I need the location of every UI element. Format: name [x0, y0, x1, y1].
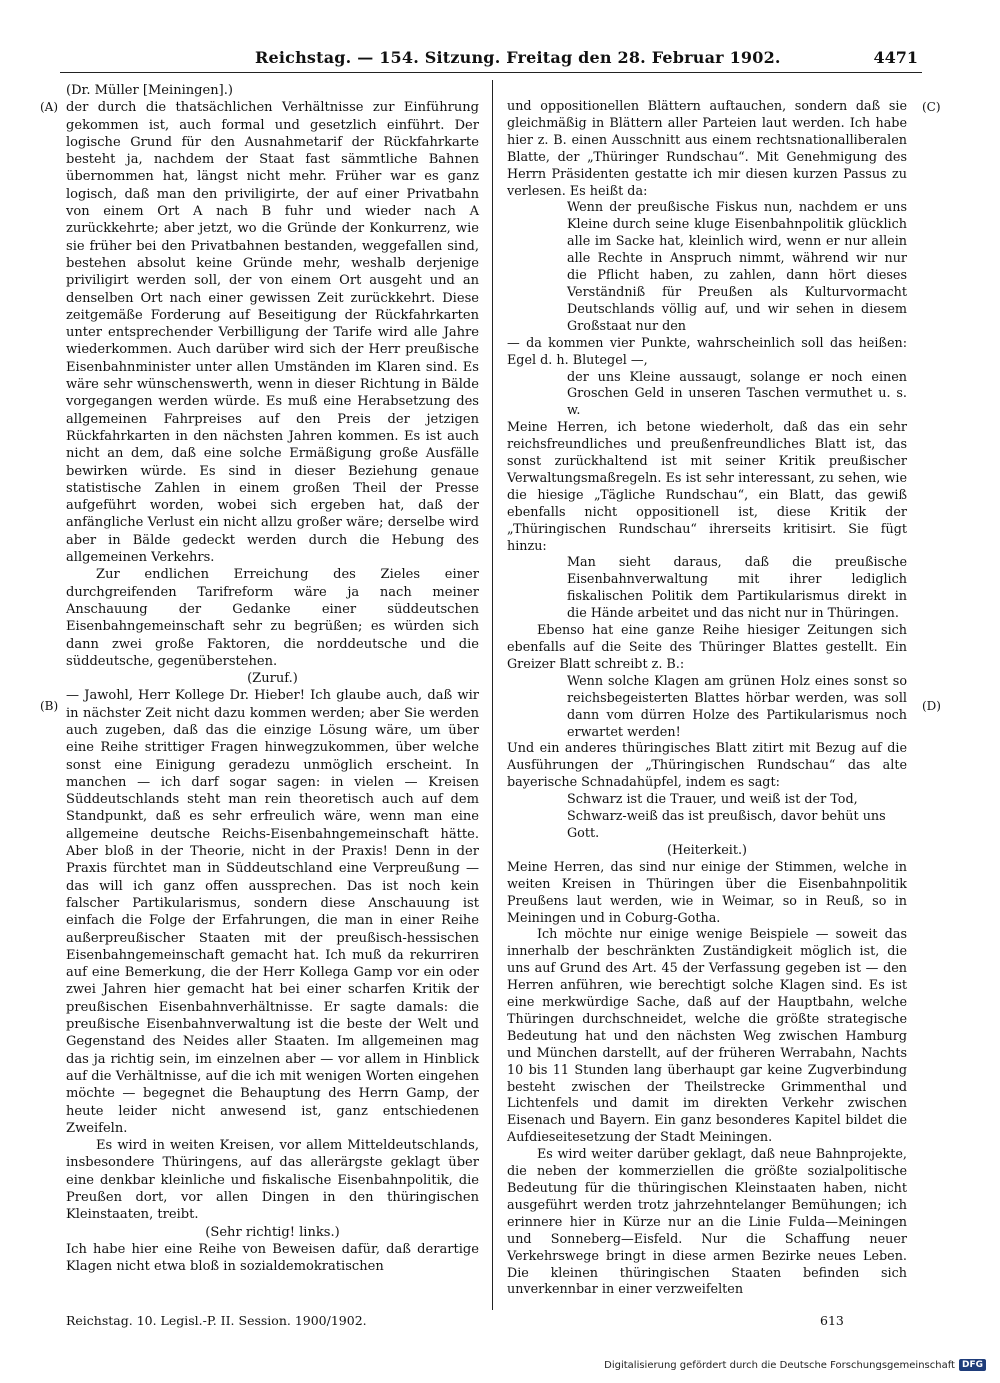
dfg-logo: DFG	[959, 1359, 986, 1371]
left-column	[66, 82, 479, 1275]
right-column-paragraph: Ebenso hat eine ganze Reihe hiesiger Zeitungen sich ebenfalls auf die Seite des Thüringer Blattes gestellt. Ein Greizer Blatt schreibt z. B.:	[507, 623, 907, 672]
left-column-paragraph: Es wird in weiten Kreisen, vor allem Mitteldeutschlands, insbesondere Thüringens, auf das allerärgste geklagt über eine denkbar kleinliche und fiskalische Eisenbahnpolitik, die Preußen dort, vor allen Dingen in den thüringischen Kleinstaaten, treibt.	[66, 1138, 479, 1223]
left-column-paragraph: — Jawohl, Herr Kollege Dr. Hieber! Ich glaube auch, daß wir in nächster Zeit nicht dazu kommen werden; aber Sie werden auch zugeben, daß das die einzige Lösung wäre, um über eine Reihe strittiger Fragen hinwegzukommen, über welche sonst eine Einigung geradezu unmöglich erscheint. In manchen — ich darf sogar sagen: in vielen — Kreisen Süddeutschlands steht man rein theoretisch auch auf dem Standpunkt, daß es sehr erfreulich wäre, wenn man eine allgemeine deutsche Reichs-Eisenbahngemeinschaft hätte. Aber bloß in der Theorie, nicht in der Praxis! Denn in der Praxis fürchtet man in Süddeutschland eine Verpreußung — das will ich ganz offen aussprechen. Das ist noch kein falscher Partikularismus, sondern diese Anschauung ist einfach die Folge der Erfahrungen, die man in einer Reihe außerpreußischer Staaten mit der preußisch-hessischen Eisenbahngemeinschaft gemacht hat. Ich muß da rekurriren auf eine Bemerkung, die der Herr Kollega Gamp vor ein oder zwei Jahren hier gemacht hat bei einer scharfen Kritik der preußischen Eisenbahnverhältnisse. Er sagte damals: die preußische Eisenbahnverwaltung ist die beste der Welt und Gegenstand des Neides aller Staaten. Im allgemeinen mag das ja richtig sein, im einzelnen aber — vor allem in Hinblick auf die Verhältnisse, auf die ich mit wenigen Worten eingehen möchte — begegnet die Behauptung des Herrn Gamp, der heute leider nicht anwesend ist, ganz entschiedenen Zweifeln.	[66, 688, 479, 1136]
left-column-paragraph: Ich habe hier eine Reihe von Beweisen dafür, daß derartige Klagen nicht etwa bloß in sozialdemokratischen	[66, 1241, 479, 1275]
right-column-paragraph: Schwarz ist die Trauer, und weiß ist der Tod, Schwarz-weiß das ist preußisch, davor behüt uns Gott.	[567, 792, 886, 841]
right-column-paragraph: und oppositionellen Blättern auftauchen, sondern daß sie gleichmäßig in Blättern aller Parteien laut werden. Ich habe hier z. B. einen Ausschnitt aus einem rechtsnationalliberalen Blatte, der „Thüringer Rundschau“. Mit Genehmigung des Herrn Präsidenten gestatte ich mir diesen kurzen Passus zu verlesen. Es heißt da:	[507, 99, 907, 199]
header-title: Reichstag. — 154. Sitzung. Freitag den 28. Februar 1902.	[255, 48, 781, 67]
right-column-paragraph: Ich möchte nur einige wenige Beispiele — soweit das innerhalb der beschränkten Zuständigkeit möglich ist, die uns auf Grund des Art. 45 der Verfassung gegeben ist — den Herren anführen, wie berechtigt solche Klagen sind. Es ist eine merkwürdige Sache, daß auf der Hauptbahn, welche Thüringen durchschneidet, welche die größte strategische Bedeutung hat und den nächsten Weg zwischen Hamburg und München darstellt, auf der früheren Werrabahn, Nachts 10 bis 11 Stunden lang überhaupt gar keine Zugverbindung besteht zwischen der Theilstrecke Grimmenthal und Lichtenfels und damit im direkten Verkehr zwischen Eisenach und Bayern. Ein ganz besonderes Kapitel bildet die Aufdieseitesetzung der Stadt Meiningen.	[507, 927, 907, 1146]
right-column	[507, 99, 907, 1299]
right-column-paragraph: (Heiterkeit.)	[667, 842, 747, 858]
right-column-paragraph: der uns Kleine aussaugt, solange er noch einen Groschen Geld in unseren Taschen vermuthet u. s. w.	[567, 369, 907, 419]
right-column-paragraph: Meine Herren, das sind nur einige der Stimmen, welche in weiten Kreisen in Thüringen über die Eisenbahnpolitik Preußens laut werden, wie in Weimar, so in Reuß, so in Meiningen und in Coburg-Gotha.	[507, 859, 907, 926]
page-number: 4471	[873, 48, 918, 67]
header-rule	[60, 72, 922, 73]
right-column-paragraph: — da kommen vier Punkte, wahrscheinlich soll das heißen: Egel d. h. Blutegel —,	[507, 335, 907, 368]
left-column-paragraph: (Sehr richtig! links.)	[205, 1224, 340, 1240]
right-column-paragraph: Und ein anderes thüringisches Blatt zitirt mit Bezug auf die Ausführungen der „Thüringischen Rundschau“ das alte bayerische Schnadahüpfel, indem es sagt:	[507, 741, 907, 791]
right-column-paragraph: Man sieht daraus, daß die preußische Eisenbahnverwaltung mit ihrer lediglich fiskalischen Politik dem Partikularismus direkt in die Hände arbeitet und das nicht nur in Thüringen.	[567, 555, 907, 622]
right-column-paragraph: Meine Herren, ich betone wiederholt, daß das ein sehr reichsfreundliches und preußenfreundliches Blatt ist, das sonst zurückhaltend ist mit seiner Kritik preußischer Verwaltungsmaßregeln. Es ist sehr interessant, zu sehen, wie die hiesige „Tägliche Rundschau“, ein Blatt, das gewiß ebenfalls nicht oppositionell ist, diese Kritik der „Thüringischen Rundschau“ ihrerseits kritisirt. Sie fügt hinzu:	[507, 420, 907, 554]
margin-label-a: (A)	[40, 100, 59, 114]
left-column-paragraph: (Zuruf.)	[247, 671, 298, 687]
column-divider	[492, 80, 493, 1310]
footer-session-info: Reichstag. 10. Legisl.-P. II. Session. 1900/1902.	[66, 1313, 367, 1328]
left-column-paragraph: (Dr. Müller [Meiningen].)	[66, 83, 233, 98]
footer-sheet-number: 613	[820, 1313, 844, 1328]
running-header	[60, 48, 920, 72]
digitization-credit	[604, 1359, 986, 1371]
right-column-paragraph: Wenn der preußische Fiskus nun, nachdem er uns Kleine durch seine kluge Eisenbahnpolitik glücklich alle im Sacke hat, kleinlich wird, wenn er nur allein alle Rechte in Anspruch nimmt, während wir nur die Pflicht haben, zu zahlen, dann hört dieses Verständniß für Preußen als Kulturvormacht Deutschlands völlig auf, und wir sehen in diesem Großstaat nur den	[567, 200, 907, 334]
credit-text: Digitalisierung gefördert durch die Deutsche Forschungsgemeinschaft	[604, 1359, 955, 1371]
margin-label-c: (C)	[922, 100, 941, 114]
left-column-paragraph: der durch die thatsächlichen Verhältnisse zur Einführung gekommen ist, auch formal und gesetzlich einführt. Der logische Grund für den Ausnahmetarif der Rückfahrkarte besteht ja, nachdem der Staat fast sämmtliche Bahnen übernommen hat, längst nicht mehr. Früher war es ganz logisch, daß man den priviligirte, der auf einer Privatbahn von einem Ort A nach B fuhr und wieder nach A zurückkehrte; aber jetzt, wo die Gründe der Konkurrenz, wie sie früher bei den Privatbahnen bestanden, weggefallen sind, bestehen absolut keine Gründe mehr, weshalb derjenige priviligirt werden soll, der von einem Ort ausgeht und an denselben Ort nach einer gewissen Zeit zurückkehrt. Diese zeitgemäße Forderung auf Beseitigung der Rückfahrkarten unter entsprechender Verbilligung der Tarife wird alle Jahre wiederkommen. Auch darüber wird sich der Herr preußische Eisenbahnminister unter allen Umständen im Klaren sind. Es wäre sehr wünschenswerth, wenn in dieser Richtung in Bälde vorgegangen werden würde. Es muß eine Herabsetzung des allgemeinen Fahrpreises auf den Preis der jetzigen Rückfahrkarten in den nächsten Jahren kommen. Es ist auch nicht an dem, daß eine solche Ermäßigung große Ausfälle bewirken würde. Es sind in dieser Beziehung genaue statistische Zahlen in einem großen Theil der Presse aufgeführt worden, wobei sich ergeben hat, daß der anfängliche Verlust ein nicht allzu großer wäre; derselbe wird aber in Bälde gedeckt werden durch die Hebung des allgemeinen Verkehrs.	[66, 100, 479, 566]
right-column-paragraph: Es wird weiter darüber geklagt, daß neue Bahnprojekte, die neben der kommerziellen die größte sozialpolitische Bedeutung für die thüringischen Kleinstaaten haben, nicht ausgeführt werden trotz jahrzehntelanger Bemühungen; ich erinnere hier in Kürze nur an die Linie Fulda—Meiningen und Sonneberg—Eisfeld. Nur die Schaffung neuer Verkehrswege bringt in diese armen Bezirke neues Leben. Die kleinen thüringischen Staaten befinden sich unverkennbar in einer verzweifelten	[507, 1147, 907, 1298]
right-column-paragraph: Wenn solche Klagen am grünen Holz eines sonst so reichsbegeisterten Blattes hörbar werden, was soll dann vom dürren Holze des Partikularismus noch erwartet werden!	[567, 673, 907, 740]
margin-label-d: (D)	[922, 699, 941, 713]
left-column-paragraph: Zur endlichen Erreichung des Zieles einer durchgreifenden Tarifreform wäre ja nach meiner Anschauung der Gedanke einer süddeutschen Eisenbahngemeinschaft sehr zu begrüßen; es würden sich dann zwei große Faktoren, die norddeutsche und die süddeutsche, gegenüberstehen.	[66, 567, 479, 669]
margin-label-b: (B)	[40, 699, 59, 713]
